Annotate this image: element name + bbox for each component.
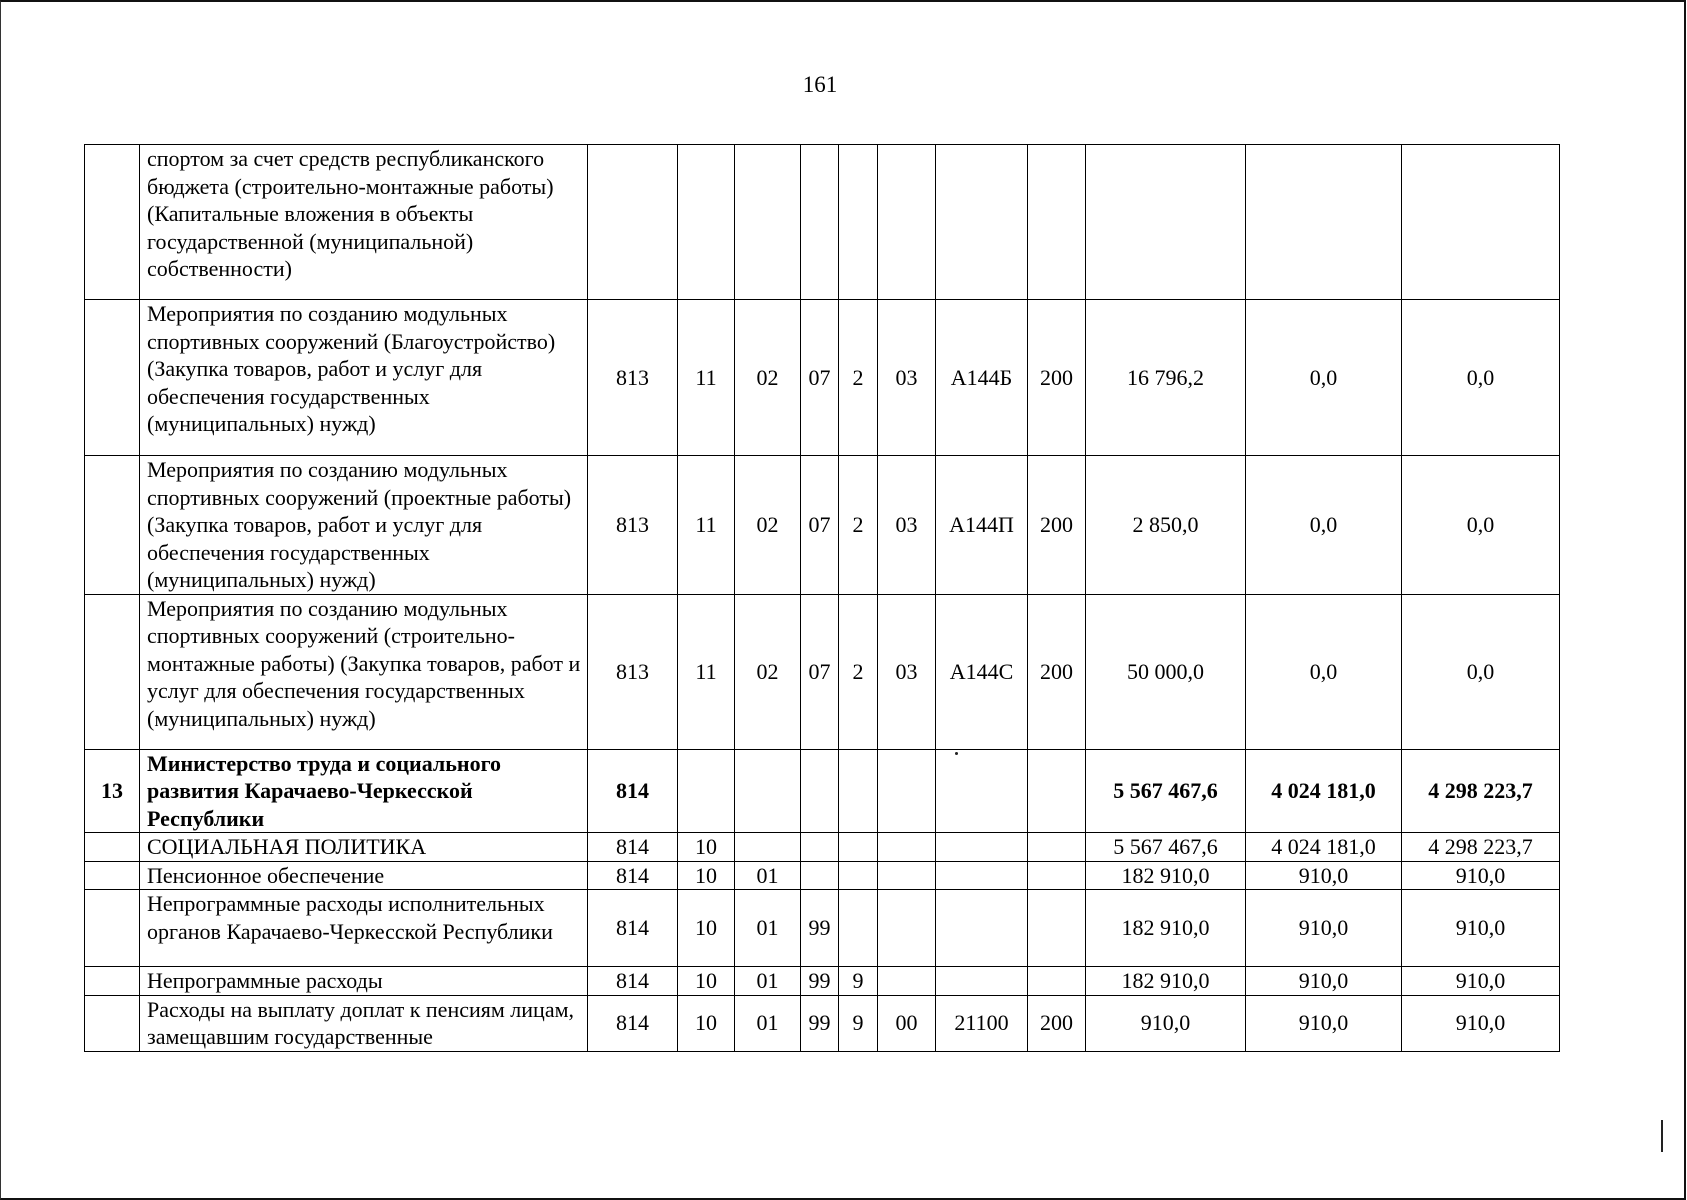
cell-rz: 10: [678, 995, 735, 1051]
cell-vr: [1028, 890, 1086, 967]
cell-grbs: 813: [588, 456, 678, 595]
cell-c2: [839, 145, 878, 300]
cell-y1: 5 567 467,6: [1086, 749, 1246, 833]
cell-y3: 910,0: [1402, 967, 1560, 996]
cell-y2: [1246, 145, 1402, 300]
table-row: [85, 995, 1560, 1051]
table-row: [85, 456, 1560, 595]
cell-c4: [936, 861, 1028, 890]
cell-c1: 99: [801, 995, 839, 1051]
table-row: [85, 749, 1560, 833]
cell-c2: 2: [839, 300, 878, 456]
cell-c4: [936, 967, 1028, 996]
cell-num: [85, 456, 140, 595]
cell-c3: [878, 749, 936, 833]
cell-c4: [936, 749, 1028, 833]
cell-rz: 10: [678, 967, 735, 996]
cell-c2: [839, 833, 878, 862]
cell-pr: 02: [735, 300, 801, 456]
cell-c4: [936, 890, 1028, 967]
cell-num: [85, 300, 140, 456]
cell-pr: 01: [735, 890, 801, 967]
cell-name: Пенсионное обеспечение: [140, 861, 588, 890]
cell-vr: [1028, 749, 1086, 833]
cell-y1: 16 796,2: [1086, 300, 1246, 456]
cell-pr: 01: [735, 995, 801, 1051]
cell-c4: А144С: [936, 594, 1028, 749]
cell-c4: [936, 833, 1028, 862]
cell-y1: 5 567 467,6: [1086, 833, 1246, 862]
cell-grbs: 814: [588, 749, 678, 833]
cell-y3: 4 298 223,7: [1402, 749, 1560, 833]
cell-vr: [1028, 145, 1086, 300]
cell-c1: [801, 145, 839, 300]
cell-grbs: 814: [588, 890, 678, 967]
cell-c2: [839, 861, 878, 890]
cell-y3: 0,0: [1402, 594, 1560, 749]
cell-pr: 02: [735, 456, 801, 595]
cell-c1: 99: [801, 967, 839, 996]
cell-c1: 99: [801, 890, 839, 967]
cell-y2: 0,0: [1246, 456, 1402, 595]
cell-name: Мероприятия по созданию модульных спортивных сооружений (проектные работы) (Закупка товаров, работ и услуг для обеспечения государственных (муниципальных) нужд): [140, 456, 588, 595]
cell-rz: 10: [678, 833, 735, 862]
budget-table: [84, 144, 1560, 1052]
scan-artifact-dot: [955, 752, 958, 755]
cell-name: Расходы на выплату доплат к пенсиям лицам, замещавшим государственные: [140, 995, 588, 1051]
cell-y2: 0,0: [1246, 594, 1402, 749]
table-row: [85, 861, 1560, 890]
cell-c4: А144Б: [936, 300, 1028, 456]
cell-num: [85, 995, 140, 1051]
cell-pr: 02: [735, 594, 801, 749]
cell-num: [85, 861, 140, 890]
cell-y1: 50 000,0: [1086, 594, 1246, 749]
cell-rz: [678, 749, 735, 833]
cell-pr: 01: [735, 861, 801, 890]
cell-y3: 0,0: [1402, 300, 1560, 456]
cell-vr: [1028, 967, 1086, 996]
cell-y2: 910,0: [1246, 890, 1402, 967]
cell-c1: [801, 833, 839, 862]
table-body: [85, 145, 1560, 1052]
cell-y1: 182 910,0: [1086, 890, 1246, 967]
cell-y3: 0,0: [1402, 456, 1560, 595]
cell-rz: 10: [678, 890, 735, 967]
cell-grbs: 813: [588, 594, 678, 749]
cell-c4: [936, 145, 1028, 300]
cell-pr: [735, 833, 801, 862]
cell-num: [85, 890, 140, 967]
cell-c3: 03: [878, 594, 936, 749]
cell-y1: 182 910,0: [1086, 967, 1246, 996]
cell-num: [85, 833, 140, 862]
cell-c4: 21100: [936, 995, 1028, 1051]
cell-vr: 200: [1028, 456, 1086, 595]
cell-y3: 910,0: [1402, 861, 1560, 890]
cell-y2: 910,0: [1246, 861, 1402, 890]
cell-y3: [1402, 145, 1560, 300]
cell-y3: 4 298 223,7: [1402, 833, 1560, 862]
cell-c2: 2: [839, 594, 878, 749]
cell-c1: 07: [801, 300, 839, 456]
cell-c1: 07: [801, 594, 839, 749]
table-row: [85, 300, 1560, 456]
cell-pr: [735, 749, 801, 833]
cell-rz: [678, 145, 735, 300]
table-row: [85, 890, 1560, 967]
cell-name: Мероприятия по созданию модульных спортивных сооружений (строительно-монтажные работы) (Закупка товаров, работ и услуг для обеспечения государственных (муниципальных) нужд): [140, 594, 588, 749]
cell-y1: 2 850,0: [1086, 456, 1246, 595]
cell-c2: 9: [839, 995, 878, 1051]
cell-c3: 03: [878, 300, 936, 456]
cell-grbs: 814: [588, 995, 678, 1051]
cell-c1: 07: [801, 456, 839, 595]
cell-vr: [1028, 861, 1086, 890]
cell-rz: 11: [678, 594, 735, 749]
cell-num: [85, 967, 140, 996]
cell-y1: 910,0: [1086, 995, 1246, 1051]
cell-grbs: [588, 145, 678, 300]
table-row: [85, 833, 1560, 862]
cell-y1: [1086, 145, 1246, 300]
cell-y2: 4 024 181,0: [1246, 749, 1402, 833]
cell-c3: [878, 145, 936, 300]
cell-rz: 11: [678, 300, 735, 456]
cell-c3: 03: [878, 456, 936, 595]
cell-name: СОЦИАЛЬНАЯ ПОЛИТИКА: [140, 833, 588, 862]
cell-c2: 9: [839, 967, 878, 996]
cell-rz: 10: [678, 861, 735, 890]
cell-c3: [878, 861, 936, 890]
cell-y3: 910,0: [1402, 995, 1560, 1051]
cell-c3: [878, 833, 936, 862]
cell-name: Мероприятия по созданию модульных спортивных сооружений (Благоустройство) (Закупка товаров, работ и услуг для обеспечения государственных (муниципальных) нужд): [140, 300, 588, 456]
cell-y2: 4 024 181,0: [1246, 833, 1402, 862]
cell-name: Непрограммные расходы: [140, 967, 588, 996]
table-row: [85, 594, 1560, 749]
cell-num: [85, 145, 140, 300]
cell-grbs: 814: [588, 967, 678, 996]
cell-grbs: 814: [588, 833, 678, 862]
table-row: [85, 145, 1560, 300]
cell-name: Непрограммные расходы исполнительных органов Карачаево-Черкесской Республики: [140, 890, 588, 967]
cell-y2: 910,0: [1246, 995, 1402, 1051]
cell-c1: [801, 861, 839, 890]
cell-c3: [878, 890, 936, 967]
cell-vr: 200: [1028, 995, 1086, 1051]
cell-grbs: 814: [588, 861, 678, 890]
cell-num: [85, 594, 140, 749]
cell-y3: 910,0: [1402, 890, 1560, 967]
table-row: [85, 967, 1560, 996]
cell-c1: [801, 749, 839, 833]
cell-pr: 01: [735, 967, 801, 996]
cell-c3: 00: [878, 995, 936, 1051]
cell-name: спортом за счет средств республиканского бюджета (строительно-монтажные работы) (Капитальные вложения в объекты государственной (муниципальной) собственности): [140, 145, 588, 300]
cell-vr: 200: [1028, 300, 1086, 456]
cell-num: 13: [85, 749, 140, 833]
margin-mark: [1661, 1120, 1663, 1152]
cell-y1: 182 910,0: [1086, 861, 1246, 890]
cell-vr: 200: [1028, 594, 1086, 749]
cell-c2: 2: [839, 456, 878, 595]
cell-c2: [839, 890, 878, 967]
cell-c2: [839, 749, 878, 833]
cell-y2: 910,0: [1246, 967, 1402, 996]
cell-c3: [878, 967, 936, 996]
cell-y2: 0,0: [1246, 300, 1402, 456]
cell-pr: [735, 145, 801, 300]
cell-grbs: 813: [588, 300, 678, 456]
cell-name: Министерство труда и социального развития Карачаево-Черкесской Республики: [140, 749, 588, 833]
page-number: 161: [802, 72, 838, 97]
cell-rz: 11: [678, 456, 735, 595]
cell-c4: А144П: [936, 456, 1028, 595]
cell-vr: [1028, 833, 1086, 862]
